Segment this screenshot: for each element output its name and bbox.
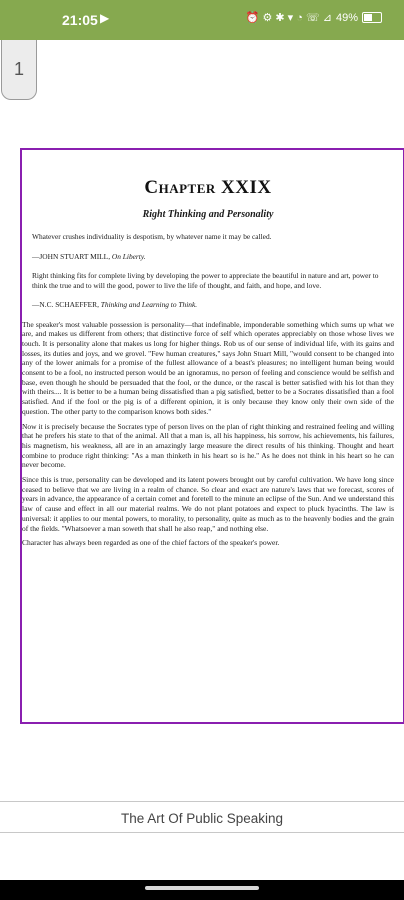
status-bar (0, 0, 404, 40)
footer-divider-top (0, 801, 404, 802)
body-paragraph: Since this is true, personality can be developed and its latent powers brought out by careful cultivation. We have long since ceased to believe that we are living in a realm of chance. So clear and exact are nature's laws that we forecast, scores of years in advance, the appearance of a certain comet and foretell to the minute an eclipse of the Sun. And we understand this law of cause and effect in all our material realms. We do not plant potatoes and expect to pluck hyacinths. The law is universal: it applies to our mental powers, to morality, to personality, quite as much as to the heavenly bodies and the grain of the fields. "Whatsoever a man soweth that shall he also reap," and nothing else. (22, 475, 394, 533)
home-gesture-handle[interactable] (145, 886, 259, 890)
epigraph-attribution (32, 252, 394, 262)
epigraph-quote: Whatever crushes individuality is despotism, by whatever name it may be called. (32, 232, 272, 241)
body-paragraph: Now it is precisely because the Socrates type of person lives on the plan of right thinking and restrained feeling and willing that he prefers his state to that of the animal. All that a man is, all his happiness, his sorrow, his achievements, his failures, his magnetism, his weakness, all are in an amazingly large measure the direct results of his thinking. Thought and heart combine to produce right thinking: "As a man thinketh in his heart so is he." As he does not think in his heart so he can never become. (22, 421, 394, 470)
status-time: 21:05 (62, 12, 98, 28)
epigraph-quote: Right thinking fits for complete living by developing the power to appreciate the beautiful in nature and art, power to think the true and to will the good, power to live the life of thought, and faith, and hope, and love. (32, 271, 379, 290)
status-right-group (246, 11, 382, 24)
attribution-author: —N.C. SCHAEFFER, (32, 300, 101, 309)
epigraphs (32, 232, 394, 310)
attribution-source: On Liberty. (111, 251, 146, 261)
system-status-icons: ⏰ ⚙ ✱ ▾ ◔ ☏ ⊿ (245, 12, 332, 24)
body-paragraph: Character has always been regarded as one of the chief factors of the speaker's power. (22, 538, 280, 548)
chapter-title: Chapter XXIX (144, 177, 272, 198)
attribution-author: —JOHN STUART MILL, (32, 251, 112, 261)
chapter-subtitle: Right Thinking and Personality (142, 209, 274, 220)
footer-divider-bottom (0, 832, 404, 833)
book-title[interactable]: The Art Of Public Speaking (120, 811, 284, 826)
epigraph-attribution (32, 300, 394, 310)
page-number: 1 (13, 59, 24, 79)
system-navigation-bar (0, 880, 404, 900)
battery-icon (362, 12, 382, 23)
battery-percent: 49% (335, 11, 358, 24)
chapter-body (22, 320, 394, 548)
attribution-source: Thinking and Learning to Think. (100, 300, 198, 309)
body-paragraph: The speaker's most valuable possession is personality—that indefinable, imponderable something which sums up what we are, and makes us different from others; that distinctive force of self which operates appreciably on those whose lives we touch. It is personality alone that makes us long for higher things. Rob us of our sense of individual life, with its gains and losses, its duties and joys, and we grovel. "Few human creatures," says John Stuart Mill, "would consent to be changed into any of the lower animals for a promise of the fullest allowance of a beast's pleasures; no intelligent human being would consent to be a fool, no instructed person would be an ignoramus, no person of feeling and conscience would be selfish and base, even though he should be persuaded that the fool, or the dunce, or the rascal is better satisfied with his lot than they with theirs.... It is better to be a human being dissatisfied than a pig satisfied, better to be a Socrates dissatisfied than a fool satisfied. And if the fool or the pig is of a different opinion, it is only because they know only their own side of the question. The other party to the comparison knows both sides." (22, 319, 394, 416)
page-number-tab[interactable] (1, 40, 37, 100)
book-page[interactable] (20, 148, 404, 724)
youtube-notification-icon: ▶ (100, 11, 110, 25)
